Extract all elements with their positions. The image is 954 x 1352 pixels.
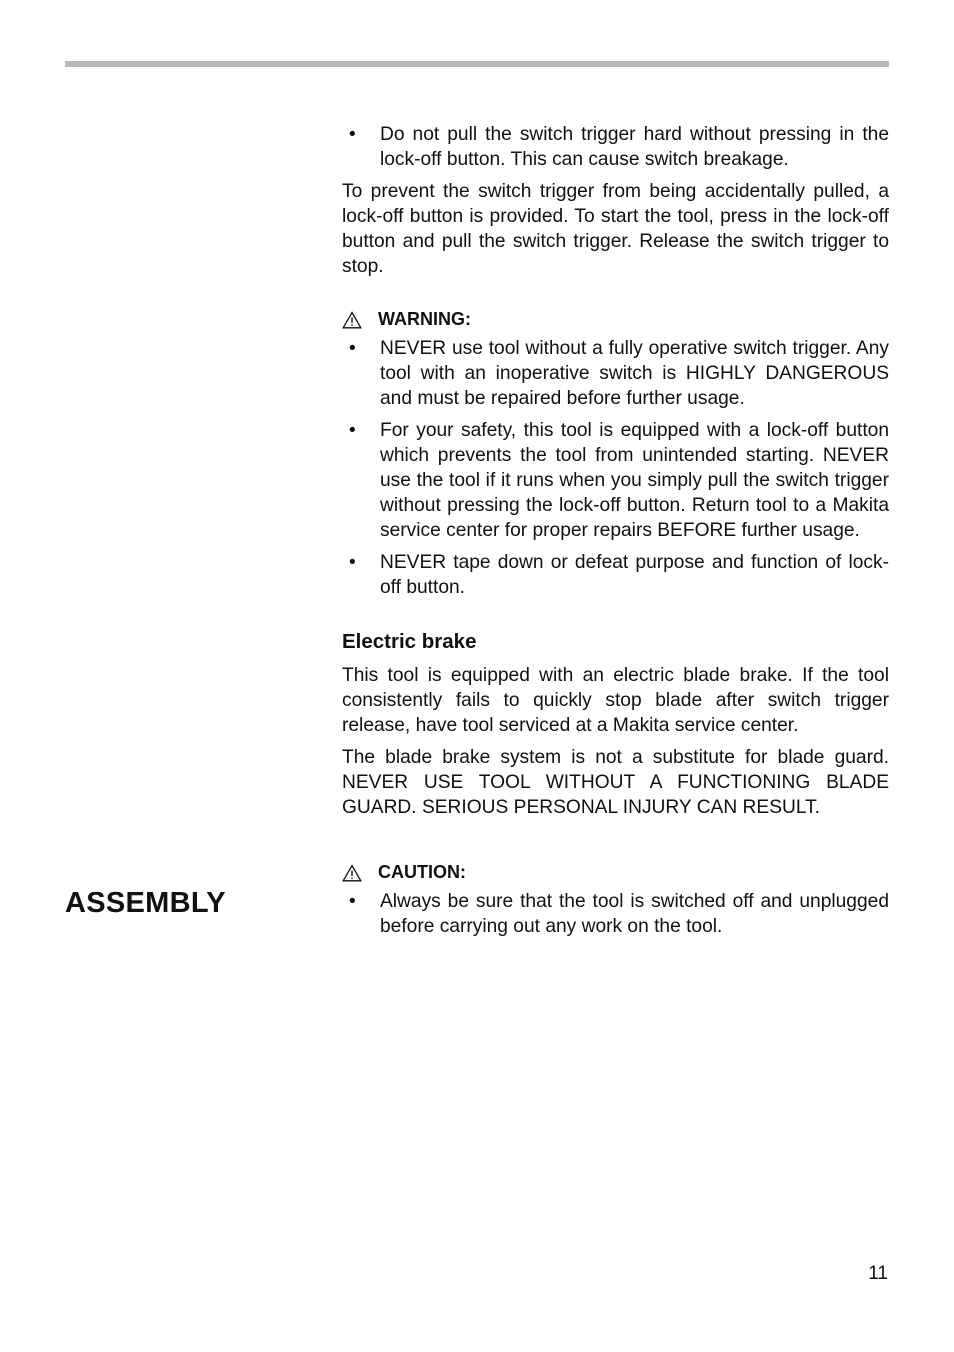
- warning-bullet-text: NEVER tape down or defeat purpose and function of lock-off button.: [380, 552, 889, 598]
- bullet-dot: •: [349, 124, 356, 145]
- warning-triangle-icon: [342, 311, 362, 329]
- electric-brake-paragraph: This tool is equipped with an electric blade brake. If the tool consistently fails to quickly stop blade after switch trigger release, have tool serviced at a Makita service center.: [342, 665, 889, 736]
- list-item: [342, 418, 889, 543]
- page-number: 11: [868, 1263, 888, 1284]
- bullet-dot: •: [349, 552, 356, 573]
- intro-paragraph: To prevent the switch trigger from being accidentally pulled, a lock-off button is provided. To start the tool, press in the lock-off button and pull the switch trigger. Release the switch trigger to stop.: [342, 181, 889, 277]
- warning-bullet-text: NEVER use tool without a fully operative switch trigger. Any tool with an inoperative switch is HIGHLY DANGEROUS and must be repaired before further usage.: [380, 338, 889, 409]
- list-item: [342, 889, 889, 939]
- list-item: [342, 336, 889, 411]
- bullet-dot: •: [349, 891, 356, 912]
- caution-label: [342, 860, 889, 885]
- electric-brake-heading: Electric brake: [342, 630, 477, 653]
- warning-triangle-icon: [342, 864, 362, 882]
- bullet-dot: •: [349, 420, 356, 441]
- warning-bullet-text: For your safety, this tool is equipped with a lock-off button which prevents the tool from unintended starting. NEVER use the tool if it runs when you simply pull the switch trigger without pressing the lock-off button. Return tool to a Makita service center for proper repairs BEFORE further usage.: [380, 420, 889, 541]
- caution-label-text: CAUTION:: [378, 862, 466, 882]
- assembly-heading: ASSEMBLY: [65, 887, 226, 919]
- warning-label: [342, 307, 889, 332]
- bullet-dot: •: [349, 338, 356, 359]
- list-item: [342, 122, 889, 172]
- caution-bullet-text: Always be sure that the tool is switched off and unplugged before carrying out any work on the tool.: [380, 891, 889, 937]
- list-item: [342, 550, 889, 600]
- top-rule: [65, 61, 889, 67]
- electric-brake-paragraph: The blade brake system is not a substitute for blade guard. NEVER USE TOOL WITHOUT A FUNCTIONING BLADE GUARD. SERIOUS PERSONAL INJURY CAN RESULT.: [342, 747, 889, 818]
- main-column: [342, 122, 889, 946]
- intro-bullet-text: Do not pull the switch trigger hard without pressing in the lock-off button. This can cause switch breakage.: [380, 124, 889, 170]
- warning-label-text: WARNING:: [378, 309, 471, 329]
